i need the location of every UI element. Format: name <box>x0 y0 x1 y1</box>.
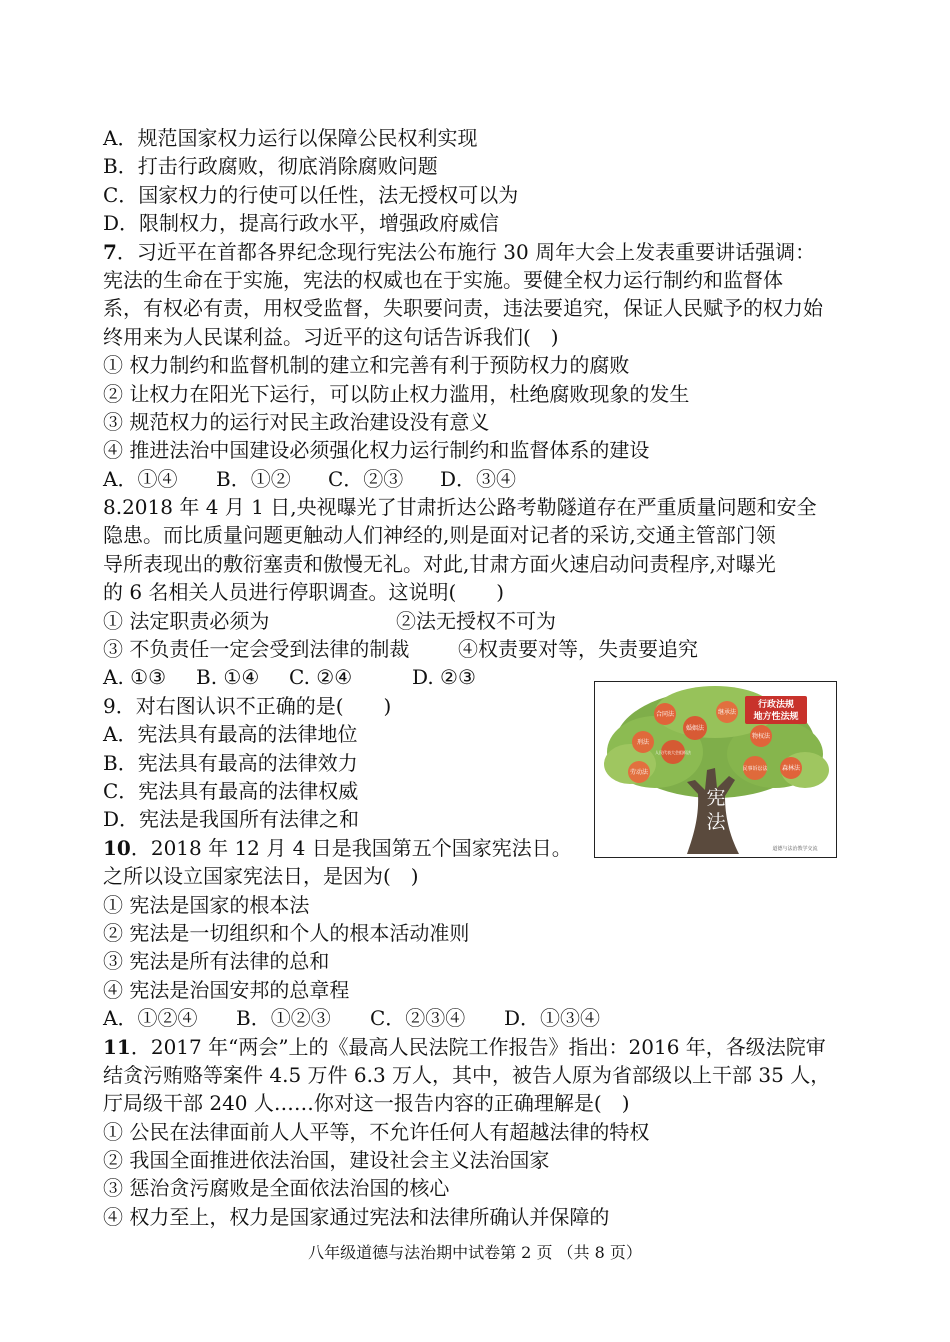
trunk-label-1: 宪 <box>706 787 726 809</box>
q9-stem: 9．对右图认识不正确的是( ) <box>103 693 392 718</box>
q11-number: 11 <box>103 1034 131 1059</box>
figure-watermark: 道德与法治教学交流 <box>772 846 818 852</box>
tree-illustration <box>595 682 835 856</box>
fruit-label-8: 民事诉讼法 <box>742 766 768 772</box>
q6-option-d: D．限制权力，提高行政水平，增强政府威信 <box>103 211 500 236</box>
q11-stem-line-1 <box>103 1033 853 1061</box>
q8-stem-line-2: 隐患。而比质量问题更触动人们神经的,则是面对记者的采访,交通主管部门领 <box>103 523 776 548</box>
q10-stem-line-2: 之所以设立国家宪法日，是因为( ) <box>103 864 419 889</box>
q9-option-c: C．宪法具有最高的法律权威 <box>103 778 359 803</box>
trunk-label-2: 法 <box>706 811 726 833</box>
q11-item-1: ① 公民在法律面前人人平等，不允许任何人有超越法律的特权 <box>103 1119 650 1144</box>
q7-option-b: B．①② <box>216 466 291 491</box>
q8-item-2: ②法无授权不可为 <box>396 608 556 633</box>
fruit-label-9: 森林法 <box>781 765 801 772</box>
fruit-label-4: 刑法 <box>636 739 650 746</box>
q8-option-c: C. ②④ <box>289 665 353 690</box>
q7-options <box>103 465 853 493</box>
q7-item-1: ① 权力制约和监督机制的建立和完善有利于预防权力的腐败 <box>103 353 630 378</box>
q8-item-3: ③ 不负责任一定会受到法律的制裁 <box>103 637 410 662</box>
q7-stem-line-2: 宪法的生命在于实施，宪法的权威也在于实施。要健全权力运行制约和监督体 <box>103 267 783 292</box>
sign-line-1: 行政法规 <box>757 700 795 710</box>
q8-item-1: ① 法定职责必须为 <box>103 608 270 633</box>
q7-item-2: ② 让权力在阳光下运行，可以防止权力滥用，杜绝腐败现象的发生 <box>103 381 690 406</box>
q8-item-4: ④权责要对等，失责要追究 <box>458 637 698 662</box>
q8-stem-line-4: 的 6 名相关人员进行停职调查。这说明( ) <box>103 580 505 605</box>
q11-item-3: ③ 惩治贪污腐败是全面依法治国的核心 <box>103 1176 450 1201</box>
q8-items-row-2 <box>103 635 853 663</box>
q6-option-b: B．打击行政腐败，彻底消除腐败问题 <box>103 154 438 179</box>
q10-options <box>103 1004 853 1032</box>
q11-stem-line-3: 厅局级干部 240 人……你对这一报告内容的正确理解是( ) <box>103 1091 630 1116</box>
q6-option-a: A．规范国家权力运行以保障公民权利实现 <box>103 126 478 150</box>
q9-option-b: B．宪法具有最高的法律效力 <box>103 750 358 775</box>
q7-stem-text: ．习近平在首都各界纪念现行宪法公布施行 30 周年大会上发表重要讲话强调： <box>116 239 816 264</box>
exam-page <box>103 124 853 1231</box>
fruit-label-7: 劳动法 <box>629 769 649 776</box>
q11-item-2: ② 我国全面推进依法治国，建设社会主义法治国家 <box>103 1148 550 1173</box>
q8-option-b: B. ①④ <box>196 665 260 690</box>
fruit-label-2: 婚姻法 <box>685 725 705 732</box>
fruit-label-3: 继承法 <box>717 709 737 716</box>
constitution-tree-figure <box>594 681 837 858</box>
fruit-label-6: 人民代表大会组织法 <box>655 750 691 755</box>
q8-items-row-1 <box>103 607 853 635</box>
q7-number: 7 <box>103 239 117 264</box>
q11-stem-line-2: 结贪污贿赂等案件 4.5 万件 6.3 万人，其中，被告人原为省部级以上干部 35 人， <box>103 1062 831 1087</box>
q8-stem-line-3: 导所表现出的敷衍塞责和傲慢无礼。对此,甘肃方面火速启动问责程序,对曝光 <box>103 551 776 576</box>
q11-item-4: ④ 权力至上，权力是国家通过宪法和法律所确认并保障的 <box>103 1204 610 1229</box>
q7-stem-line-4: 终用来为人民谋利益。习近平的这句话告诉我们( ) <box>103 324 559 349</box>
q11-stem-text: ．2017 年“两会”上的《最高人民法院工作报告》指出：2016 年，各级法院审 <box>130 1034 826 1059</box>
q8-option-d: D. ②③ <box>412 665 476 690</box>
q7-option-a: A．①④ <box>103 466 178 491</box>
q7-option-c: C．②③ <box>328 466 404 491</box>
q7-item-4: ④ 推进法治中国建设必须强化权力运行制约和监督体系的建设 <box>103 438 650 463</box>
q7-stem-line-3: 系，有权必有责，用权受监督，失职要问责，违法要追究，保证人民赋予的权力始 <box>103 296 823 321</box>
q10-item-4: ④ 宪法是治国安邦的总章程 <box>103 977 350 1002</box>
fruit-label-1: 合同法 <box>655 711 675 718</box>
q7-item-3: ③ 规范权力的运行对民主政治建设没有意义 <box>103 409 490 434</box>
page-footer: 八年级道德与法治期中试卷第 2 页 （共 8 页） <box>308 1243 642 1262</box>
q10-option-c: C．②③④ <box>370 1006 466 1031</box>
q7-stem-line-1 <box>103 238 853 266</box>
q8-stem-line-1: 8.2018 年 4 月 1 日,央视曝光了甘肃折达公路考勒隧道存在严重质量问题和安全 <box>103 495 817 520</box>
q9-option-d: D．宪法是我国所有法律之和 <box>103 807 360 832</box>
q10-stem-text: ．2018 年 12 月 4 日是我国第五个国家宪法日。 <box>130 835 572 860</box>
q10-option-d: D．①③④ <box>504 1006 601 1031</box>
q10-number: 10 <box>103 835 131 860</box>
q8-option-a: A. ①③ <box>103 665 167 690</box>
q10-item-3: ③ 宪法是所有法律的总和 <box>103 949 330 974</box>
q7-option-d: D．③④ <box>440 466 517 491</box>
q10-option-b: B．①②③ <box>236 1006 331 1031</box>
q10-option-a: A．①②④ <box>103 1006 198 1031</box>
q6-option-c: C．国家权力的行使可以任性，法无授权可以为 <box>103 182 519 207</box>
sign-line-2: 地方性法规 <box>753 712 799 722</box>
q10-item-1: ① 宪法是国家的根本法 <box>103 892 310 917</box>
law-sign <box>745 696 807 724</box>
q10-item-2: ② 宪法是一切组织和个人的根本活动准则 <box>103 920 470 945</box>
q9-option-a: A．宪法具有最高的法律地位 <box>103 722 358 747</box>
fruit-label-5: 物权法 <box>751 733 771 740</box>
